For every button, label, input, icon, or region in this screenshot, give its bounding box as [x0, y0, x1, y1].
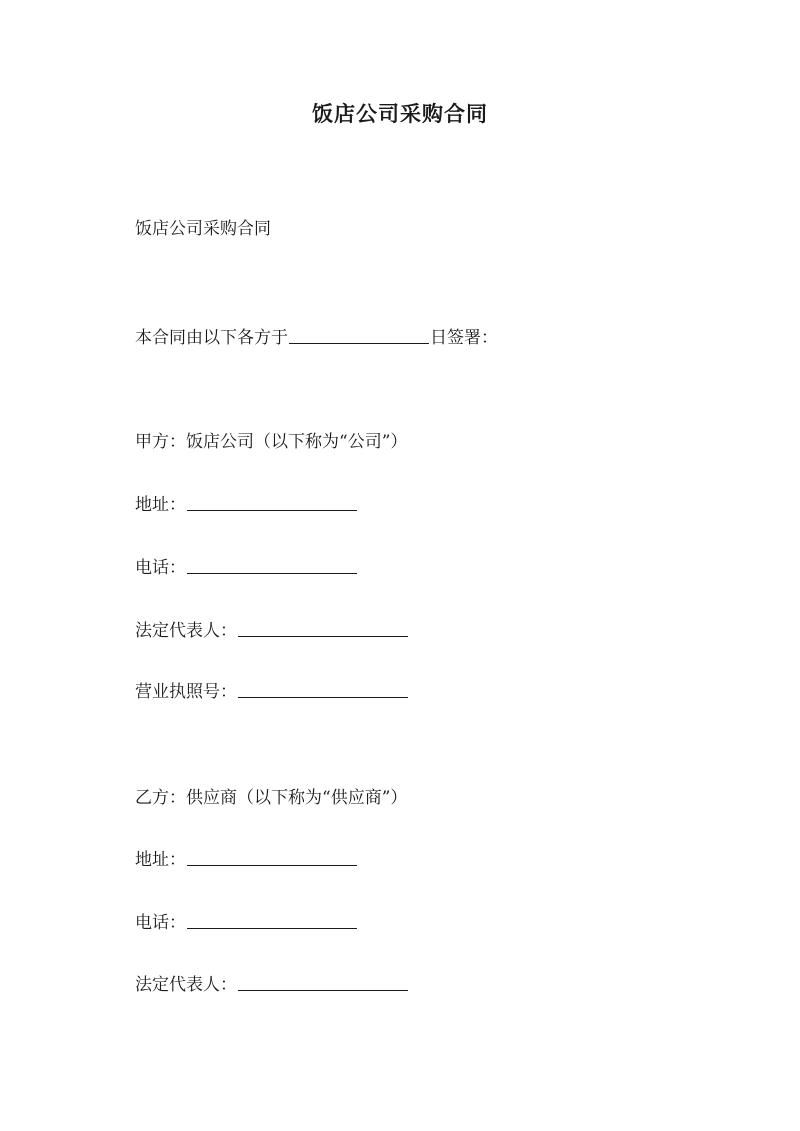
party-a-license-row	[135, 680, 409, 704]
intro-sentence	[135, 326, 498, 350]
party-b-legal-rep-row	[135, 973, 409, 997]
party-a-address-blank[interactable]	[187, 509, 357, 511]
document-title: 饭店公司采购合同	[312, 101, 488, 126]
party-a-phone-row	[135, 556, 358, 580]
date-blank[interactable]	[289, 342, 429, 344]
party-a-legal-rep-label: 法定代表人：	[135, 621, 237, 641]
party-b-phone-row	[135, 911, 358, 935]
party-a-heading: 甲方：饭店公司（以下称为“公司”）	[135, 432, 408, 452]
party-a-phone-blank[interactable]	[187, 572, 357, 574]
party-a-license-label: 营业执照号：	[135, 682, 237, 702]
party-b-phone-blank[interactable]	[187, 927, 357, 929]
party-b-address-blank[interactable]	[187, 864, 357, 866]
party-b-phone-label: 电话：	[135, 913, 186, 933]
party-a-legal-rep-row	[135, 619, 409, 643]
party-b-legal-rep-blank[interactable]	[238, 989, 408, 991]
party-a-phone-label: 电话：	[135, 558, 186, 578]
party-b-address-label: 地址：	[135, 850, 186, 870]
party-a-legal-rep-blank[interactable]	[238, 635, 408, 637]
party-b-legal-rep-label: 法定代表人：	[135, 975, 237, 995]
party-a-address-row	[135, 493, 358, 517]
party-a-address-label: 地址：	[135, 495, 186, 515]
document-subtitle: 饭店公司采购合同	[135, 219, 271, 239]
intro-text-after: 日签署：	[430, 328, 498, 348]
intro-text-before: 本合同由以下各方于	[135, 328, 288, 348]
party-a-license-blank[interactable]	[238, 696, 408, 698]
party-b-address-row	[135, 848, 358, 872]
party-b-heading: 乙方：供应商（以下称为“供应商”）	[135, 788, 408, 808]
